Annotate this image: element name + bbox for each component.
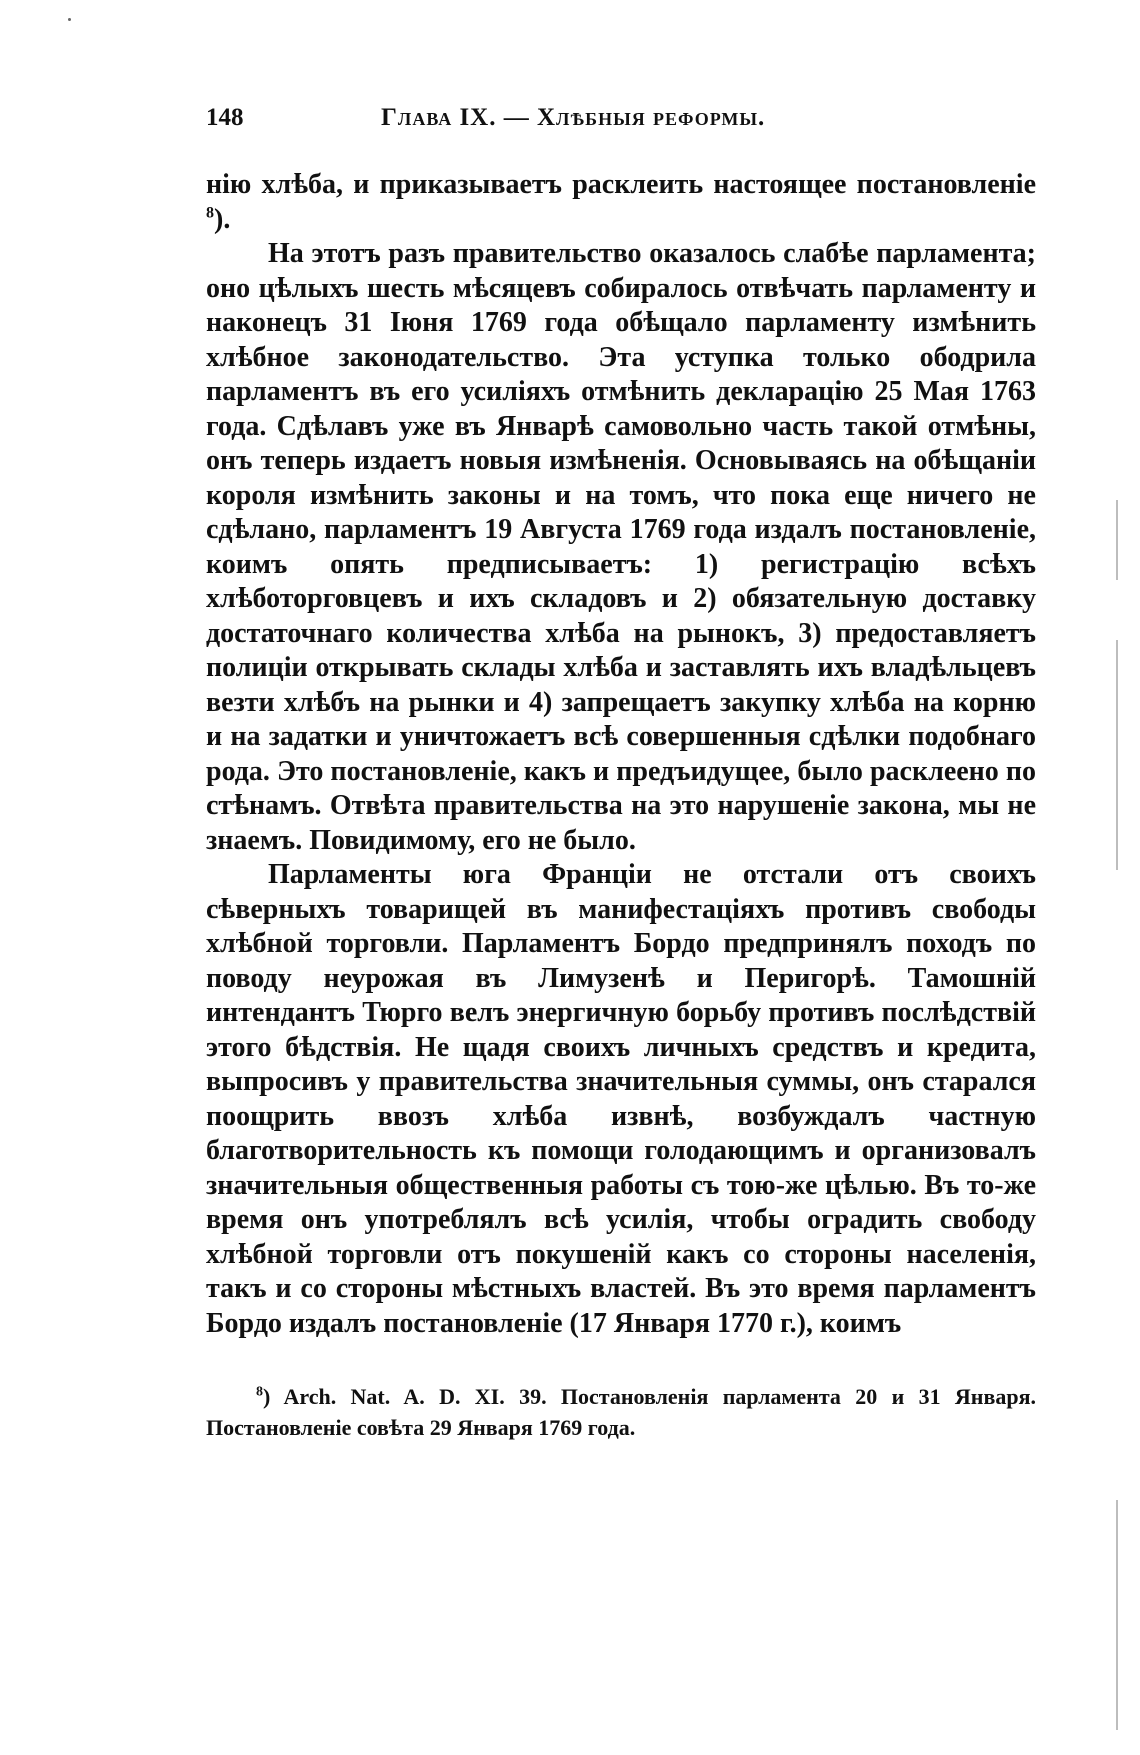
scan-speck (68, 18, 71, 21)
running-head (206, 104, 1036, 144)
footnote-reference: 8 (206, 204, 214, 222)
footnote (206, 1381, 1036, 1443)
body-text (206, 168, 1036, 1341)
page-number: 148 (206, 104, 244, 131)
footnote-mark: 8 (256, 1384, 263, 1400)
scan-edge-mark (1116, 500, 1118, 580)
paragraph-tail: ). (214, 203, 231, 235)
paragraph-text: нію хлѣба, и приказываетъ расклеить настоящее постановленіе (206, 169, 1036, 200)
scan-edge-mark (1116, 1500, 1118, 1730)
scan-edge-mark (1116, 640, 1118, 870)
paragraph: На этотъ разъ правительство оказалось слабѣе парламента; оно цѣлыхъ шесть мѣсяцевъ собиралось отвѣчать парламенту и наконецъ 31 Іюня 1769 года обѣщало парламенту измѣнить хлѣбное законодательство. Эта уступка только ободрила парламентъ въ его усиліяхъ отмѣнить декларацію 25 Мая 1763 года. Сдѣлавъ уже въ Январѣ самовольно часть такой отмѣны, онъ теперь издаетъ новыя измѣненія. Основываясь на обѣщаніи короля измѣнить законы и на томъ, что пока еще ничего не сдѣлано, парламентъ 19 Августа 1769 года издалъ постановленіе, коимъ опять предписываетъ: 1) регистрацію всѣхъ хлѣботорговцевъ и ихъ складовъ и 2) обязательную доставку достаточнаго количества хлѣба на рынокъ, 3) предоставляетъ полиціи открывать склады хлѣба и заставлять ихъ владѣльцевъ везти хлѣбъ на рынки и 4) запрещаетъ закупку хлѣба на корню и на задатки и уничтожаетъ всѣ совершенныя сдѣлки подобнаго рода. Это постановленіе, какъ и предъидущее, было расклеено по стѣнамъ. Отвѣта правительства на это нарушеніе закона, мы не знаемъ. Повидимому, его не было. (206, 238, 1036, 856)
footnote-text: ) Arch. Nat. A. D. XI. 39. Постановленія парламента 20 и 31 Января. Постановленіе совѣта 29 Января 1769 года. (206, 1384, 1036, 1440)
chapter-title: Глава IX. — Хлѣбныя реформы. (381, 104, 766, 131)
book-page (206, 104, 1036, 1443)
paragraph-continuation (206, 168, 1036, 237)
paragraph: Парламенты юга Франціи не отстали отъ своихъ сѣверныхъ товарищей въ манифестаціяхъ противъ свободы хлѣбной торговли. Парламентъ Бордо предпринялъ походъ по поводу неурожая въ Лимузенѣ и Перигорѣ. Тамошній интендантъ Тюрго велъ энергичную борьбу противъ послѣдствій этого бѣдствія. Не щадя своихъ личныхъ средствъ и кредита, выпросивъ у правительства значительныя суммы, онъ старался поощрить ввозъ хлѣба извнѣ, возбуждалъ частную благотворительность къ помощи голодающимъ и организовалъ значительныя общественныя работы съ тою-же цѣлью. Въ то-же время онъ употреблялъ всѣ усилія, чтобы оградить свободу хлѣбной торговли отъ покушеній какъ со стороны населенія, такъ и со стороны мѣстныхъ властей. Въ это время парламентъ Бордо издалъ постановленіе (17 Января 1770 г.), коимъ (206, 859, 1036, 1339)
